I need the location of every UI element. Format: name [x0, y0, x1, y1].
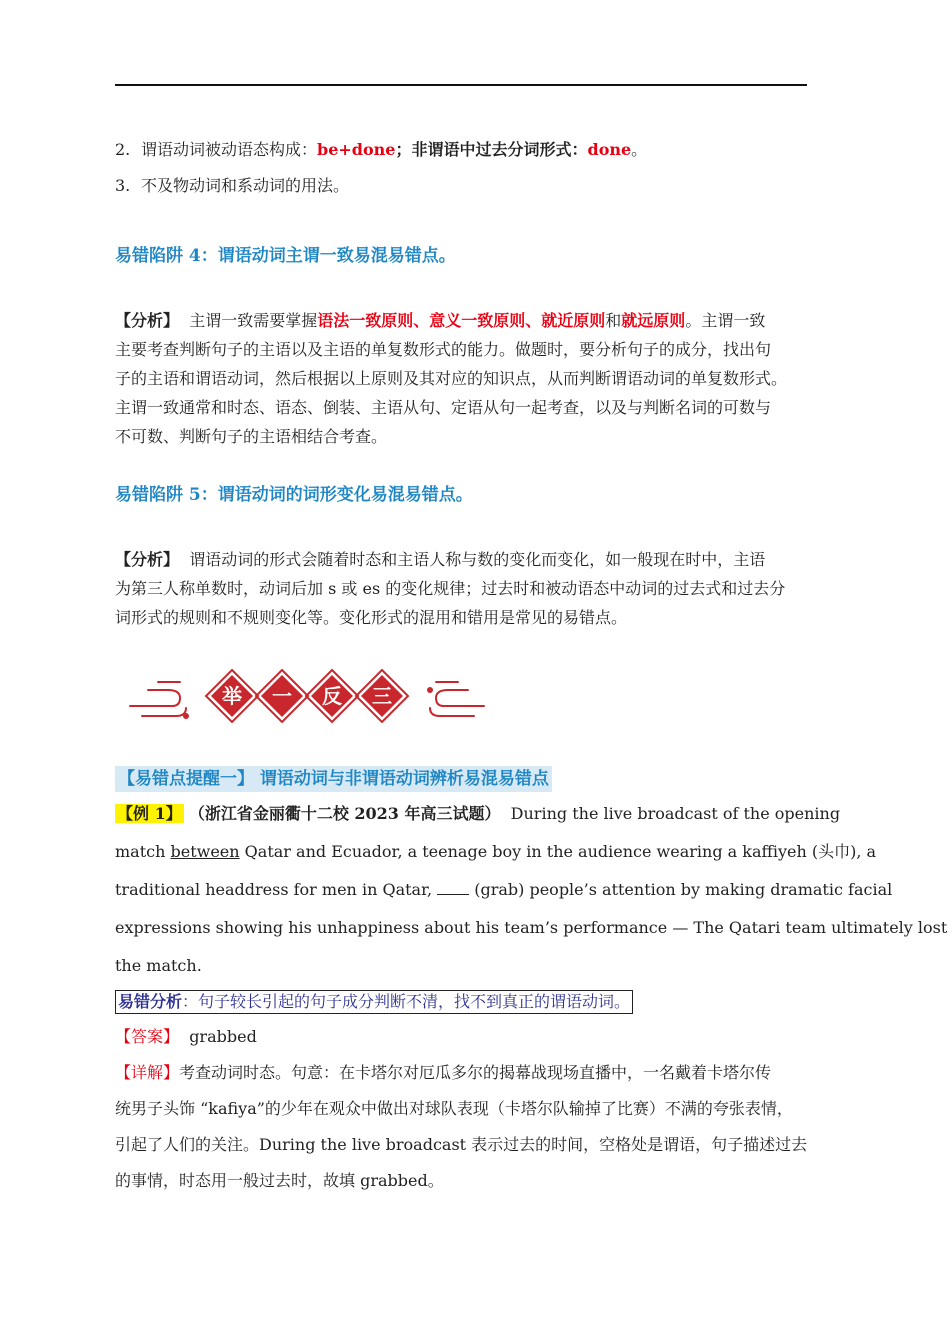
trap4-heading: 易错陷阱 4：谓语动词主谓一致易混易错点。 [115, 246, 456, 266]
example-label: 【例 1】 [117, 804, 182, 823]
left-swirl-bottom [142, 708, 186, 716]
detail-label: 【详解】 [115, 1063, 180, 1082]
principle-grammar: 语法一致原则 [317, 311, 414, 330]
example-source: （浙江省金丽衢十二校 2023 年高三试题） [188, 804, 501, 823]
right-swirl-bottom [430, 708, 474, 716]
detail-line-1: 【详解】考查动词时态。句意：在卡塔尔对厄瓜多尔的揭幕战现场直播中，一名戴着卡塔尔传 [115, 1063, 772, 1082]
example1 [115, 795, 948, 985]
trap5-analysis [115, 545, 807, 632]
trap4-line-3: 子的主语和谓语动词，然后根据以上原则及其对应的知识点，从而判断谓语动词的单复数形式。 [115, 369, 788, 388]
tip1-heading: 【易错点提醒一】 谓语动词与非谓语动词辨析易混易错点 [115, 766, 552, 792]
underlined-word: between [170, 842, 240, 861]
left-swirl-top [148, 690, 180, 706]
banner-graphic [128, 664, 488, 728]
trap4-line-2: 主要考查判断句子的主语以及主语的单复数形式的能力。做题时，要分析句子的成分，找出句 [115, 340, 772, 359]
detail-line-3: 引起了人们的关注。During the live broadcast 表示过去的时间，空格处是谓语，句子描述过去 [115, 1135, 808, 1154]
trap5-line-2: 为第三人称单数时，动词后加 s 或 es 的变化规律；过去时和被动语态中动词的过去式和过去分 [115, 579, 786, 598]
banner-char-4: 三 [372, 684, 392, 708]
right-swirl-top [436, 690, 468, 706]
error-analysis-text: ：句子较长引起的句子成分判断不清，找不到真正的谓语动词。 [182, 992, 631, 1011]
example1-line-4: expressions showing his unhappiness about his team’s performance — The Qatari team ultimately lost [115, 918, 948, 937]
error-analysis-label: 易错分析 [118, 992, 183, 1011]
left-dot [183, 713, 189, 719]
trap4-line-4: 主谓一致通常和时态、语态、倒装、主语从句、定语从句一起考查，以及与判断名词的可数与 [115, 398, 772, 417]
example1-line-2: match between Qatar and Ecuador, a teenage boy in the audience wearing a kaffiyeh (头巾), a [115, 842, 877, 861]
banner-char-1: 举 [222, 684, 242, 708]
analysis-label: 【分析】 [115, 311, 180, 330]
example1-line-5: the match. [115, 956, 202, 975]
error-analysis-box [115, 990, 633, 1014]
analysis-label: 【分析】 [115, 550, 180, 569]
trap5-line-3: 词形式的规则和不规则变化等。变化形式的混用和错用是常见的易错点。 [115, 608, 628, 627]
principle-meaning: 意义一致原则 [429, 311, 526, 330]
banner-char-2: 一 [272, 684, 292, 708]
list-item-3 [115, 172, 807, 200]
example1-line-1: 【例 1】 （浙江省金丽衢十二校 2023 年高三试题） During the live broadcast of the opening [117, 804, 841, 823]
answer-section [115, 1019, 807, 1199]
banner-ju-yi-fan-san [128, 664, 488, 728]
answer-blank [437, 880, 469, 895]
principle-proximity: 就近原则 [541, 311, 606, 330]
detail-line-2: 统男子头饰 “kafiya”的少年在观众中做出对球队表现（卡塔尔队输掉了比赛）不满的夸张表情， [115, 1099, 793, 1118]
detail-line-4: 的事情，时态用一般过去时，故填 grabbed。 [115, 1171, 444, 1190]
list-number: 2. [115, 140, 131, 159]
answer-label: 【答案】 [115, 1027, 180, 1046]
list-text: 不及物动词和系动词的用法。 [141, 176, 350, 195]
principle-distance: 就远原则 [621, 311, 686, 330]
trap5-line-1: 【分析】 谓语动词的形式会随着时态和主语人称与数的变化而变化，如一般现在时中，主语 [115, 550, 766, 569]
highlight-be-done: be+done [317, 140, 396, 159]
list-item-2: 2. 谓语动词被动语态构成：be+done；非谓语中过去分词形式：done。 [115, 136, 807, 164]
highlight-done: done [587, 140, 632, 159]
header-rule [115, 84, 807, 86]
trap4-analysis [115, 306, 807, 451]
banner-char-3: 反 [322, 684, 342, 708]
answer-value: grabbed [189, 1027, 257, 1046]
example1-line-3: traditional headdress for men in Qatar, (grab) people’s attention by making dramatic facial [115, 880, 893, 899]
trap4-line-1: 【分析】 主谓一致需要掌握语法一致原则、意义一致原则、就近原则和就远原则。主谓一致 [115, 311, 766, 330]
trap5-heading: 易错陷阱 5：谓语动词的词形变化易混易错点。 [115, 485, 473, 505]
list-text: 谓语动词被动语态构成： [141, 140, 318, 159]
answer-line [115, 1019, 807, 1055]
list-number: 3. [115, 176, 131, 195]
bold-phrase: 非谓语中过去分词形式： [411, 140, 588, 159]
trap4-line-5: 不可数、判断句子的主语相结合考查。 [115, 427, 388, 446]
right-dot [427, 687, 433, 693]
